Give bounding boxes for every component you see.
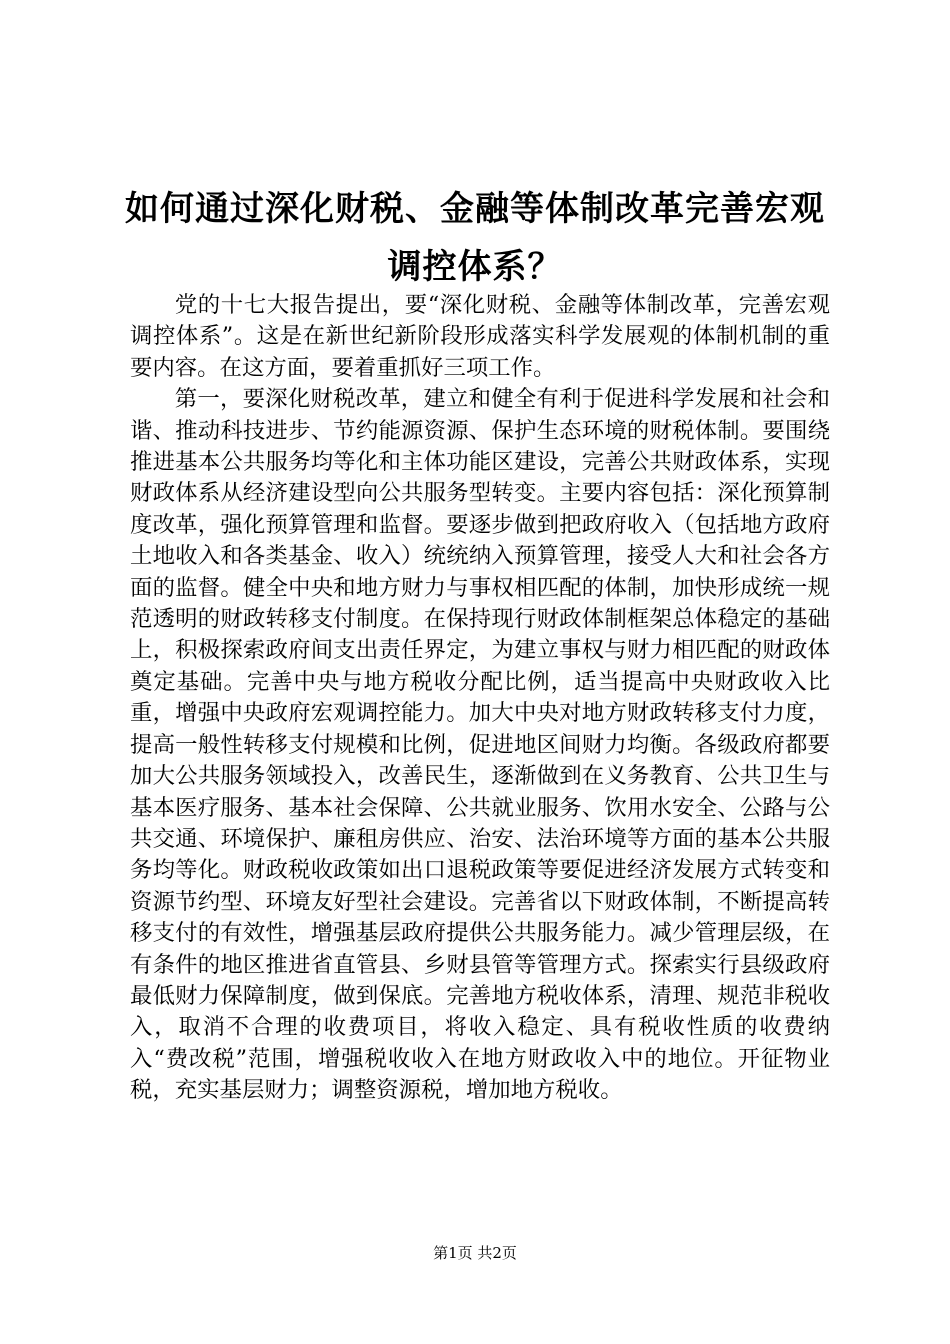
page-footer: 第1页 共2页 bbox=[433, 1244, 517, 1262]
paragraph-first-point: 第一，要深化财税改革，建立和健全有利于促进科学发展和社会和谐、推动科技进步、节约能源资源、保护生态环境的财税体制。要围绕推进基本公共服务均等化和主体功能区建设，完善公共财政体系，实现财政体系从经济建设型向公共服务型转变。主要内容包括：深化预算制度改革，强化预算管理和监督。要逐步做到把政府收入（包括地方政府土地收入和各类基金、收入）统统纳入预算管理，接受人大和社会各方面的监督。健全中央和地方财力与事权相匹配的体制，加快形成统一规范透明的财政转移支付制度。在保持现行财政体制框架总体稳定的基础上，积极探索政府间支出责任界定，为建立事权与财力相匹配的财政体奠定基础。完善中央与地方税收分配比例，适当提高中央财政收入比重，增强中央政府宏观调控能力。加大中央对地方财政转移支付力度，提高一般性转移支付规模和比例，促进地区间财力均衡。各级政府都要加大公共服务领域投入，改善民生，逐渐做到在义务教育、公共卫生与基本医疗服务、基本社会保障、公共就业服务、饮用水安全、公路与公共交通、环境保护、廉租房供应、治安、法治环境等方面的基本公共服务均等化。财政税收政策如出口退税政策等要促进经济发展方式转变和资源节约型、环境友好型社会建设。完善省以下财政体制，不断提高转移支付的有效性，增强基层政府提供公共服务能力。减少管理层级，在有条件的地区推进省直管县、乡财县管等管理方式。探索实行县级政府最低财力保障制度，做到保底。完善地方税收体系，清理、规范非税收入，取消不合理的收费项目，将收入稳定、具有税收性质的收费纳入“费改税”范围，增强税收收入在地方财政收入中的地位。开征物业税，充实基层财力；调整资源税，增加地方税收。 bbox=[130, 386, 830, 1104]
paragraph-intro: 党的十七大报告提出，要“深化财税、金融等体制改革，完善宏观调控体系”。这是在新世纪新阶段形成落实科学发展观的体制机制的重要内容。在这方面，要着重抓好三项工作。 bbox=[130, 292, 830, 381]
document-title: 如何通过深化财税、金融等体制改革完善宏观调控体系？ bbox=[125, 189, 825, 287]
document-body bbox=[130, 290, 830, 1107]
